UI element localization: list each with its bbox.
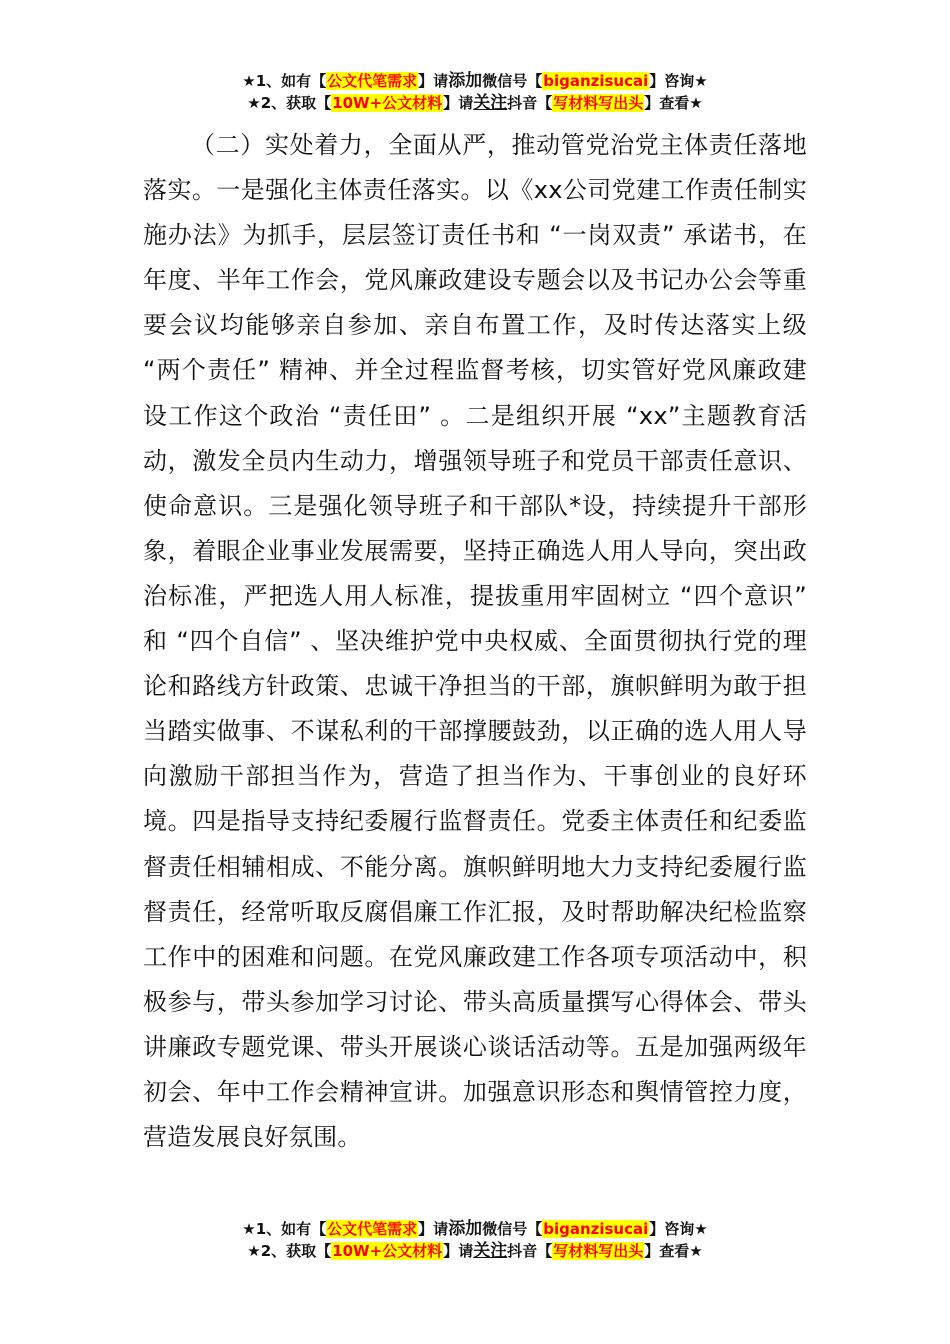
douyin-account-highlight: 写材料写出头 bbox=[553, 1242, 644, 1260]
materials-highlight: 10W+公文材料 bbox=[332, 94, 443, 112]
follow-emphasis: 关注 bbox=[473, 1241, 508, 1261]
star-icon: ★ bbox=[247, 94, 261, 112]
add-emphasis: 添加 bbox=[448, 71, 483, 91]
document-paragraph: （二）实处着力，全面从严，推动管党治党主体责任落地落实。一是强化主体责任落实。以《xx公司党建工作责任制实施办法》为抓手，层层签订责任书和 “一岗双责” 承诺书，在年度、半年工作会，党风廉政建设专题会以及书记办公会等重要会议均能够亲自参加、亲自布置工作，及时传达落实上级 “两个责任” 精神、并全过程监督考核，切实管好党风廉政建设工作这个政治 “责任田” 。二是组织开展 “xx”主题教育活动，激发全员内生动力，增强领导班子和党员干部责任意识、使命意识。三是强化领导班子和干部队*设，持续提升干部形象，着眼企业事业发展需要，坚持正确选人用人导向，突出政治标准，严把选人用人标准，提拔重用牢固树立 “四个意识” 和 “四个自信” 、坚决维护党中央权威、全面贯彻执行党的理论和路线方针政策、忠诚干净担当的干部，旗帜鲜明为敢于担当踏实做事、不谋私利的干部撑腰鼓劲，以正确的选人用人导向激励干部担当作为，营造了担当作为、干事创业的良好环境。四是指导支持纪委履行监督责任。党委主体责任和纪委监督责任相辅相成、不能分离。旗帜鲜明地大力支持纪委履行监督责任，经常听取反腐倡廉工作汇报，及时帮助解决纪检监察工作中的困难和问题。在党风廉政建工作各项专项活动中，积极参与，带头参加学习讨论、带头高质量撰写心得体会、带头讲廉政专题党课、带头开展谈心谈话活动等。五是加强两级年初会、年中工作会精神宣讲。加强意识形态和舆情管控力度，营造发展良好氛围。 bbox=[143, 131, 807, 1152]
star-icon: ★ bbox=[242, 1220, 256, 1238]
footer-line-1-mid: 】请 bbox=[418, 1220, 449, 1238]
wechat-id-highlight: biganzisucai bbox=[543, 72, 649, 90]
footer-line-1 bbox=[0, 1218, 950, 1240]
header-line-1-prefix: 1、如有【 bbox=[255, 72, 327, 90]
header-line-2-suffix: 】查看★ bbox=[644, 94, 703, 112]
header-line-1-mid: 】请 bbox=[418, 72, 449, 90]
footer-line-1-suffix: 】咨询★ bbox=[649, 1220, 708, 1238]
footer-line-2 bbox=[0, 1240, 950, 1262]
footer-banner bbox=[0, 1218, 950, 1262]
header-line-1-mid2: 微信号【 bbox=[482, 72, 543, 90]
footer-line-2-suffix: 】查看★ bbox=[644, 1242, 703, 1260]
star-icon: ★ bbox=[242, 72, 256, 90]
star-icon: ★ bbox=[247, 1242, 261, 1260]
header-line-2 bbox=[0, 92, 950, 114]
header-line-2-mid: 】请 bbox=[443, 94, 474, 112]
footer-line-2-mid: 】请 bbox=[443, 1242, 474, 1260]
footer-line-2-prefix: 2、获取【 bbox=[260, 1242, 332, 1260]
service-highlight: 公文代笔需求 bbox=[327, 1220, 418, 1238]
header-line-2-prefix: 2、获取【 bbox=[260, 94, 332, 112]
douyin-account-highlight: 写材料写出头 bbox=[553, 94, 644, 112]
header-banner bbox=[0, 70, 950, 114]
footer-line-1-mid2: 微信号【 bbox=[482, 1220, 543, 1238]
add-emphasis: 添加 bbox=[448, 1219, 483, 1239]
header-line-2-mid2: 抖音【 bbox=[507, 94, 553, 112]
wechat-id-highlight: biganzisucai bbox=[543, 1220, 649, 1238]
materials-highlight: 10W+公文材料 bbox=[332, 1242, 443, 1260]
follow-emphasis: 关注 bbox=[473, 93, 508, 113]
header-line-1 bbox=[0, 70, 950, 92]
footer-line-1-prefix: 1、如有【 bbox=[255, 1220, 327, 1238]
footer-line-2-mid2: 抖音【 bbox=[507, 1242, 553, 1260]
service-highlight: 公文代笔需求 bbox=[327, 72, 418, 90]
header-line-1-suffix: 】咨询★ bbox=[649, 72, 708, 90]
